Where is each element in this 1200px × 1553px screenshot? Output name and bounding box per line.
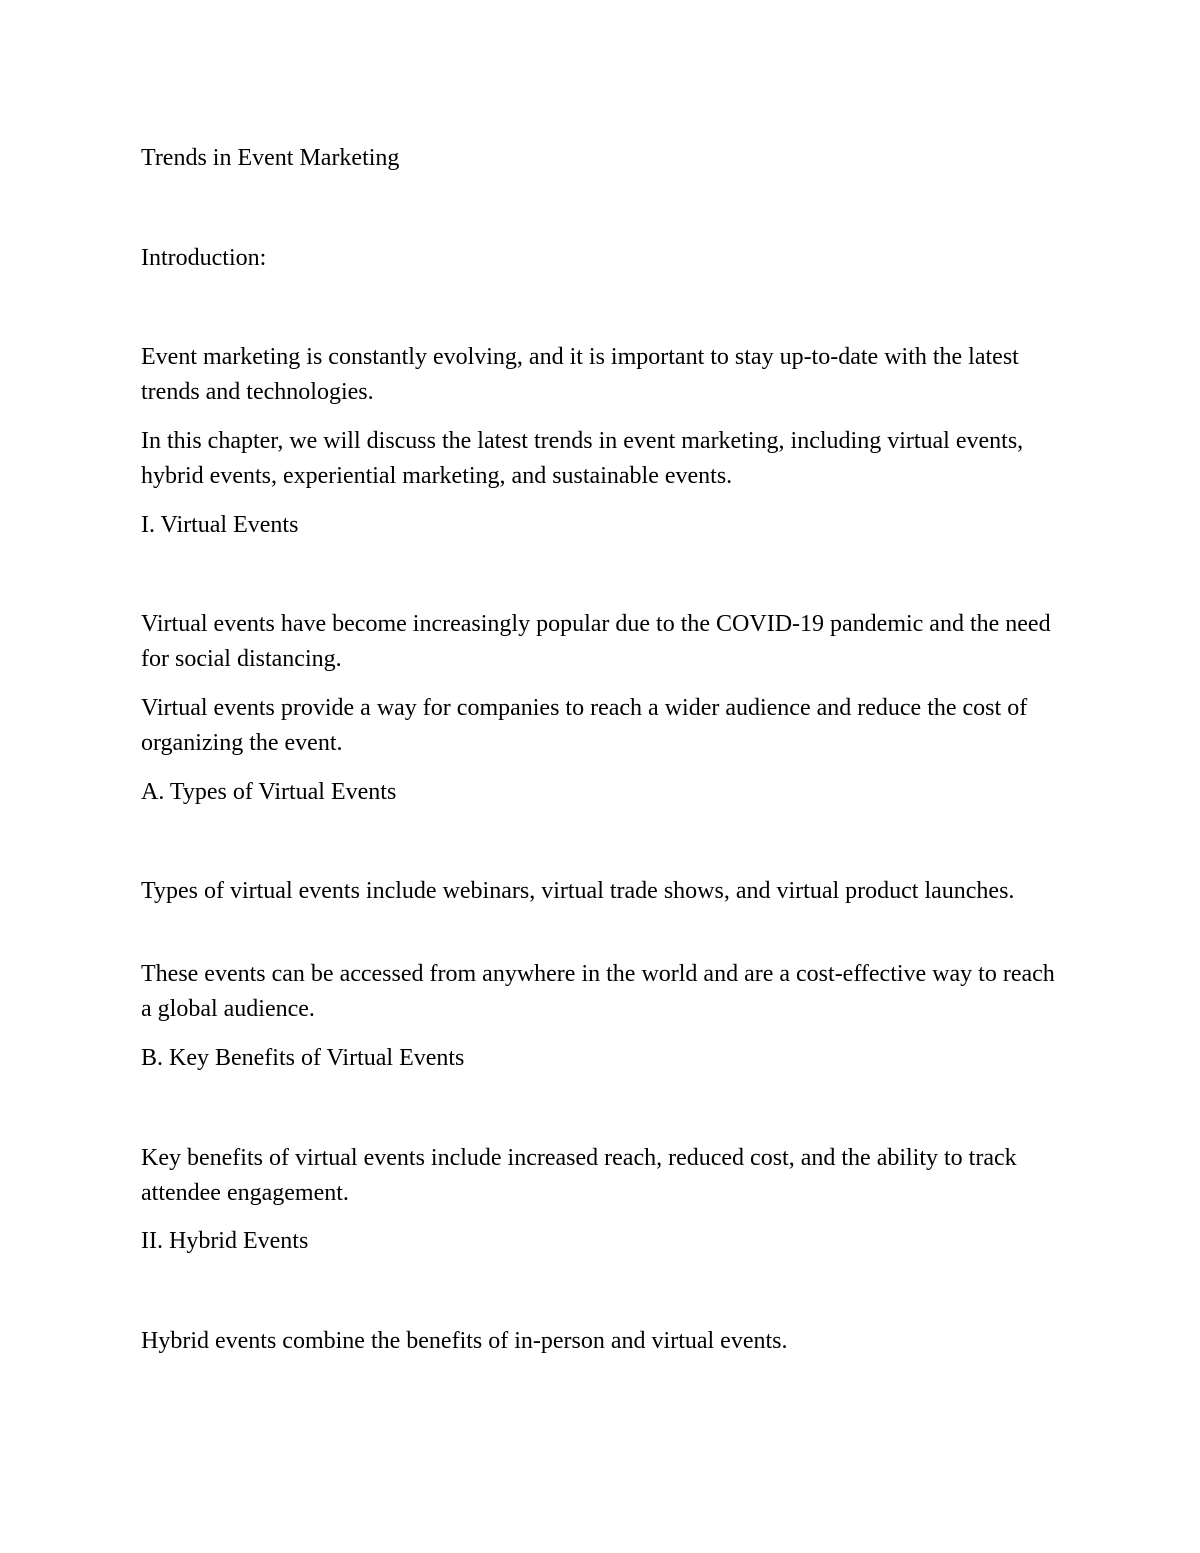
subsection-a-paragraph-2: These events can be accessed from anywhere in the world and are a cost-effective way to reach a global audience. — [141, 961, 1055, 1022]
intro-heading: Introduction: — [141, 245, 267, 271]
intro-paragraph-2: In this chapter, we will discuss the latest trends in event marketing, including virtual events, hybrid events, experiential marketing, and sustainable events. — [141, 428, 1024, 489]
section-2-paragraph-1: Hybrid events combine the benefits of in-person and virtual events. — [141, 1328, 788, 1354]
subsection-b-heading: B. Key Benefits of Virtual Events — [141, 1045, 465, 1071]
section-1-heading: I. Virtual Events — [141, 512, 299, 538]
document-title: Trends in Event Marketing — [141, 145, 400, 171]
subsection-a-heading: A. Types of Virtual Events — [141, 779, 397, 805]
intro-paragraph-1: Event marketing is constantly evolving, and it is important to stay up-to-date with the latest trends and technologies. — [141, 344, 1019, 405]
section-1-paragraph-2: Virtual events provide a way for companies to reach a wider audience and reduce the cost of organizing the event. — [141, 695, 1028, 756]
subsection-a-paragraph-1: Types of virtual events include webinars, virtual trade shows, and virtual product launches. — [141, 878, 1015, 904]
section-2-heading: II. Hybrid Events — [141, 1228, 309, 1254]
section-1-paragraph-1: Virtual events have become increasingly popular due to the COVID-19 pandemic and the need for social distancing. — [141, 611, 1051, 672]
subsection-b-paragraph-1: Key benefits of virtual events include increased reach, reduced cost, and the ability to track attendee engagement. — [141, 1145, 1017, 1206]
